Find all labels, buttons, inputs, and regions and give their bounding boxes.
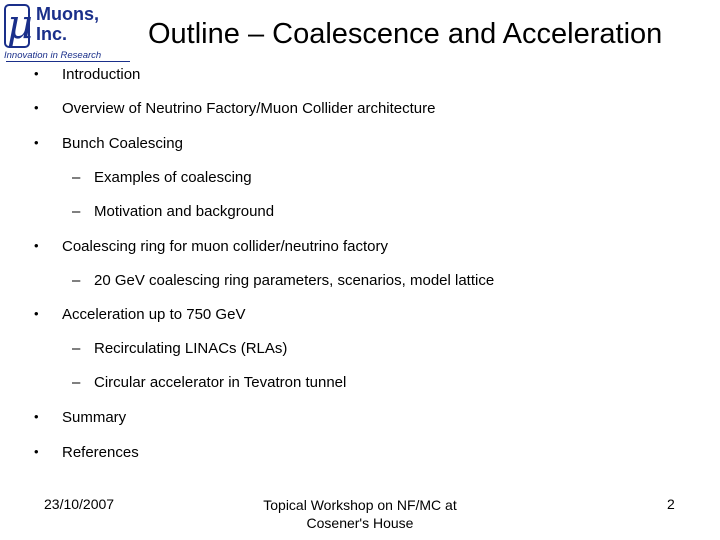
mu-logo-icon xyxy=(4,2,33,48)
footer-event-line2: Cosener's House xyxy=(306,515,414,531)
outline-item-bunch-coalescing: Bunch Coalescing xyxy=(62,135,183,152)
bullet-3: • xyxy=(34,135,39,150)
footer-event-line1: Topical Workshop on NF/MC at xyxy=(263,497,457,513)
logo-name-line2: Inc. xyxy=(36,24,68,44)
sub-dash-5: – xyxy=(72,374,81,391)
outline-item-overview: Overview of Neutrino Factory/Muon Collider architecture xyxy=(62,100,436,117)
logo-tagline: Innovation in Research xyxy=(4,50,102,61)
logo-company-name xyxy=(36,4,99,44)
mu-glyph: μ xyxy=(7,2,33,48)
footer-date: 23/10/2007 xyxy=(44,496,115,512)
footer-event xyxy=(240,496,480,532)
bullet-2: • xyxy=(34,100,39,115)
outline-subitem-rlas: Recirculating LINACs (RLAs) xyxy=(94,340,288,357)
outline-item-acceleration: Acceleration up to 750 GeV xyxy=(62,306,246,323)
bullet-5: • xyxy=(34,306,39,321)
sub-dash-2: – xyxy=(72,203,81,220)
outline-subitem-motivation: Motivation and background xyxy=(94,203,275,220)
outline-item-introduction: Introduction xyxy=(62,66,141,83)
bullet-4: • xyxy=(34,238,39,253)
sub-dash-1: – xyxy=(72,169,81,186)
outline-subitem-examples: Examples of coalescing xyxy=(94,169,252,186)
bullet-1: • xyxy=(34,66,39,81)
outline-item-summary: Summary xyxy=(62,409,127,426)
bullet-6: • xyxy=(34,409,39,424)
outline-subitem-ring-parameters: 20 GeV coalescing ring parameters, scenarios, model lattice xyxy=(94,272,495,289)
logo-divider xyxy=(6,61,130,62)
sub-dash-4: – xyxy=(72,340,81,357)
outline-item-coalescing-ring: Coalescing ring for muon collider/neutrino factory xyxy=(62,238,388,255)
logo-name-line1: Muons, xyxy=(36,4,99,24)
bullet-7: • xyxy=(34,444,39,459)
muons-inc-logo xyxy=(4,4,134,62)
slide-title: Outline – Coalescence and Acceleration xyxy=(148,18,663,50)
sub-dash-3: – xyxy=(72,272,81,289)
page-number: 2 xyxy=(667,496,675,512)
outline-subitem-tevatron: Circular accelerator in Tevatron tunnel xyxy=(94,374,347,391)
outline-item-references: References xyxy=(62,444,139,461)
